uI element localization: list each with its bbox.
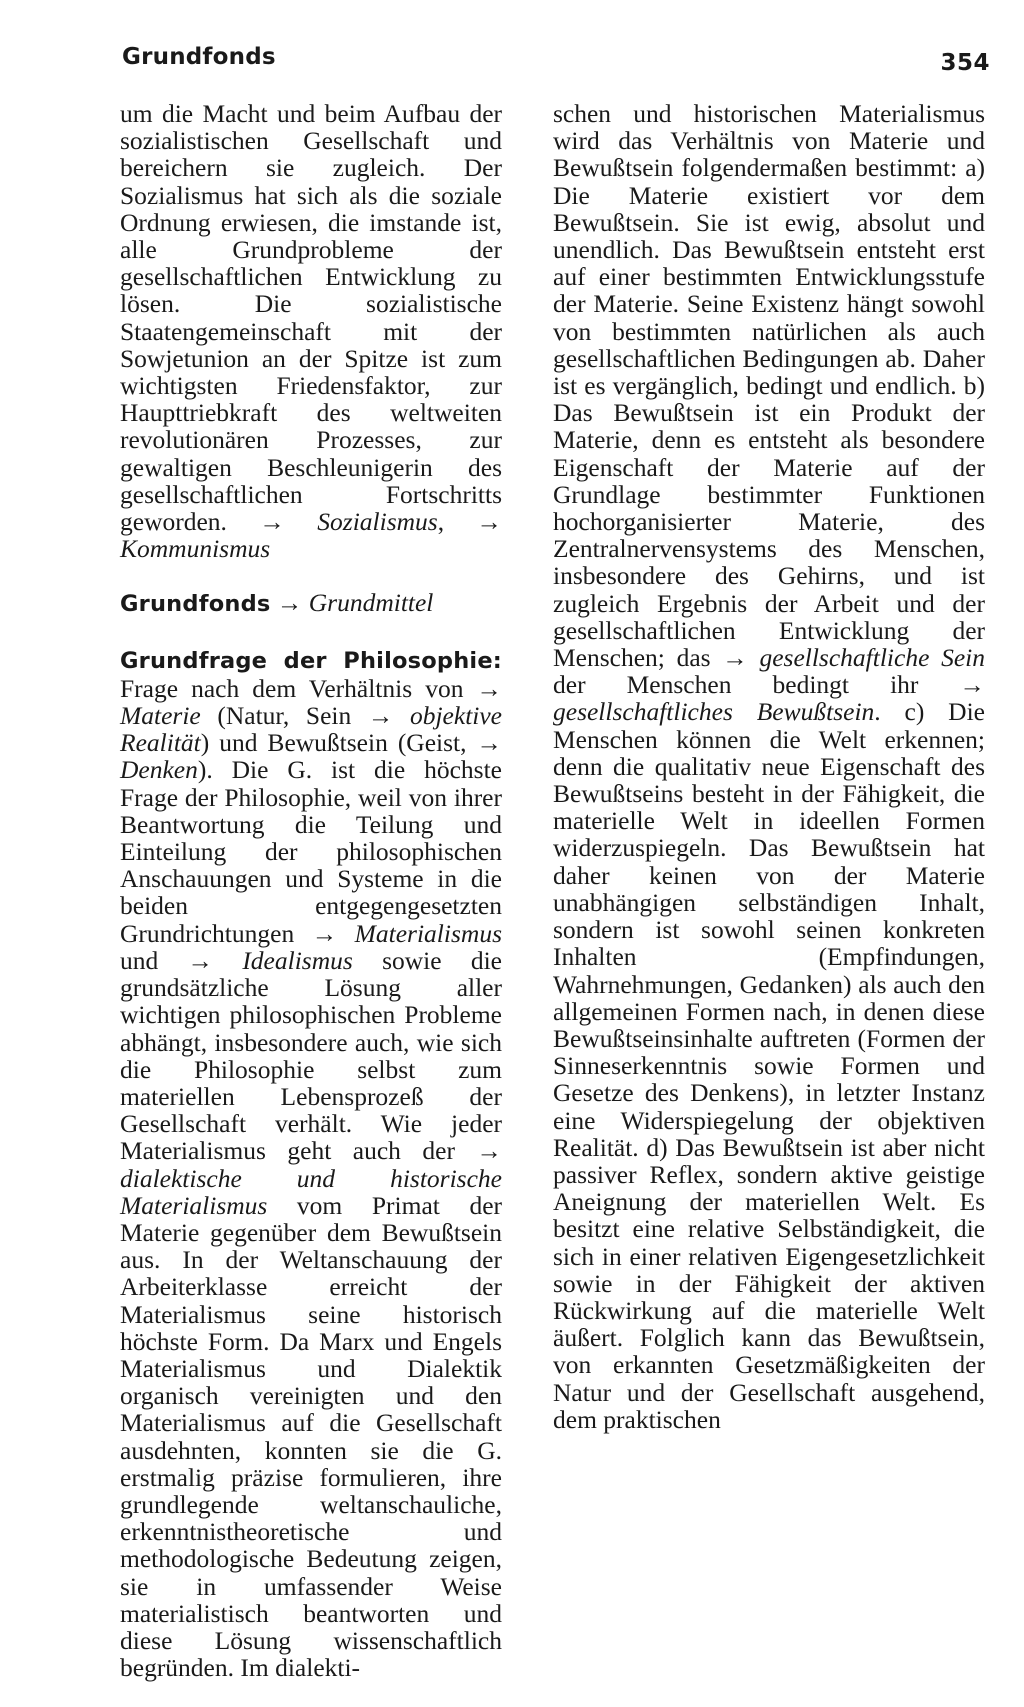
entry-headword: Grundfonds (120, 591, 271, 618)
cross-reference-arrow: → (259, 507, 285, 537)
cross-reference[interactable]: Idealismus (242, 945, 353, 975)
cross-reference-arrow: → (367, 701, 394, 731)
cross-reference-arrow: → (476, 673, 502, 703)
cross-reference[interactable]: gesellschaftliches Bewußtsein (553, 697, 875, 727)
entry-grundfrage-der-philosophie (120, 646, 502, 1682)
cross-reference[interactable]: Sozialismus (317, 507, 438, 537)
cross-reference[interactable]: gesellschaftliche Sein (759, 643, 985, 673)
cross-reference-arrow: → (722, 643, 748, 673)
entry-text: der Menschen bedingt ihr (553, 670, 960, 700)
entry-text: Frage nach dem Verhältnis von (120, 673, 477, 703)
entry-grundfonds (120, 589, 502, 618)
entry-text: ) und Bewußtsein (Geist, (200, 728, 477, 758)
entry-text: ). Die G. ist die höchste Frage der Philosophie, weil von ihrer Beantwortung die Teilung und Einteilung der philosophischen Anschauungen und Systeme in die beiden entgegengesetzten Grundrichtungen (120, 755, 502, 948)
cross-reference-arrow: → (476, 507, 503, 537)
continuation-paragraph (120, 100, 502, 562)
cross-reference-arrow: → (187, 945, 214, 975)
cross-reference[interactable]: Denken (120, 755, 198, 785)
right-column (553, 100, 985, 1433)
cross-reference[interactable]: Kommunismus (120, 534, 271, 564)
continued-entry-text (553, 100, 985, 1433)
entry-text: und (120, 945, 188, 975)
cross-reference-arrow: → (476, 1136, 502, 1166)
cross-reference-arrow: → (311, 918, 338, 948)
entry-text: vom Primat der Materie gegenüber dem Bewußtsein aus. In der Weltanschauung der Arbeiterklasse erreicht der Materialismus seine historisch höchste Form. Da Marx und Engels Materialismus und Dialektik organisch vereinigten und den Materialismus auf die Gesellschaft ausdehnten, konnten sie die G. erstmalig präzise formulieren, ihre grundlegende weltanschauliche, erkenntnistheoretische und methodologische Bedeutung zeigen, sie in umfassender Weise materialistisch beantworten und diese Lösung wissenschaftlich begründen. Im dialekti- (120, 1190, 502, 1683)
cross-reference-arrow: → (959, 670, 985, 700)
separator: , (437, 507, 477, 537)
entry-text: schen und historischen Materialismus wird das Verhältnis von Materie und Bewußtsein folgendermaßen bestimmt: a) Die Materie existiert vor dem Bewußtsein. Sie ist ewig, absolut und unendlich. Das Bewußtsein entsteht erst auf einer bestimmten Entwicklungsstufe der Materie. Seine Existenz hängt sowohl von bestimmten natürlichen als auch gesellschaftlichen Bedingungen ab. Daher ist es vergänglich, bedingt und endlich. b) Das Bewußtsein ist ein Produkt der Materie, denn es entsteht als besondere Eigenschaft der Materie auf der Grundlage bestimmter Funktionen hochorganisierter Materie, des Zentralnervensystems des Menschen, insbesondere des Gehirns, und ist zugleich Ergebnis der Arbeit und der gesellschaftlichen Entwicklung der Menschen; das (553, 99, 985, 673)
entry-text: . c) Die Menschen können die Welt erkennen; denn die qualitativ neue Eigenschaft des Bewußtseins besteht in der Fähigkeit, die materielle Welt in ideellen Formen widerzuspiegeln. Das Bewußtsein hat daher keinen von der Materie unabhängigen selbständigen Inhalt, sondern ist sowohl seinen konkreten Inhalten (Empfindungen, Wahrnehmungen, Gedanken) als auch den allgemeinen Formen nach, in denen diese Bewußtseinsinhalte auftreten (Formen der Sinneserkenntnis sowie Formen und Gesetze des Denkens), in letzter Instanz eine Widerspiegelung der objektiven Realität. d) Das Bewußtsein ist aber nicht passiver Reflex, sondern aktive geistige Aneignung der materiellen Welt. Es besitzt eine relative Selbständigkeit, die sich in einer relativen Eigengesetzlichkeit sowie in der Fähigkeit der aktiven Rückwirkung auf die materielle Welt äußert. Folglich kann das Bewußtsein, von erkannten Gesetzmäßigkeiten der Natur und der Gesellschaft ausgehend, dem praktischen (553, 697, 985, 1434)
left-column (120, 100, 502, 1681)
cross-reference[interactable]: dialektische und historische Materialismus (120, 1163, 502, 1220)
cross-reference[interactable]: Materie (120, 701, 201, 731)
cross-reference[interactable]: objektive Realität (120, 701, 502, 758)
entry-text: sowie die grundsätzliche Lösung aller wichtigen philosophischen Probleme abhängt, insbesondere auch, wie sich die Philosophie selbst zum materiellen Lebensprozeß der Gesellschaft verhält. Wie jeder Materialismus geht auch der (120, 945, 503, 1166)
page-number: 354 (940, 50, 990, 76)
cross-reference[interactable]: Materialismus (354, 918, 502, 948)
cross-reference-arrow: → (276, 588, 303, 618)
continuation-text: um die Macht und beim Aufbau der sozialistischen Gesellschaft und bereichern sie zugleich. Der Sozialismus hat sich als die soziale Ordnung erwiesen, die imstande ist, alle Grundprobleme der gesellschaftlichen Entwicklung zu lösen. Die sozialistische Staatengemeinschaft mit der Sowjetunion an der Spitze ist zum wichtigsten Friedensfaktor, zur Haupttriebkraft des weltweiten revolutionären Prozesses, zur gewaltigen Beschleunigerin des gesellschaftlichen Fortschritts geworden. (120, 99, 502, 537)
running-head: Grundfonds (122, 44, 276, 70)
entry-headword: Grundfrage der Philosophie: (120, 647, 502, 674)
entry-text: (Natur, Sein (200, 701, 368, 731)
cross-reference-arrow: → (476, 728, 502, 758)
cross-reference[interactable]: Grundmittel (308, 588, 434, 618)
